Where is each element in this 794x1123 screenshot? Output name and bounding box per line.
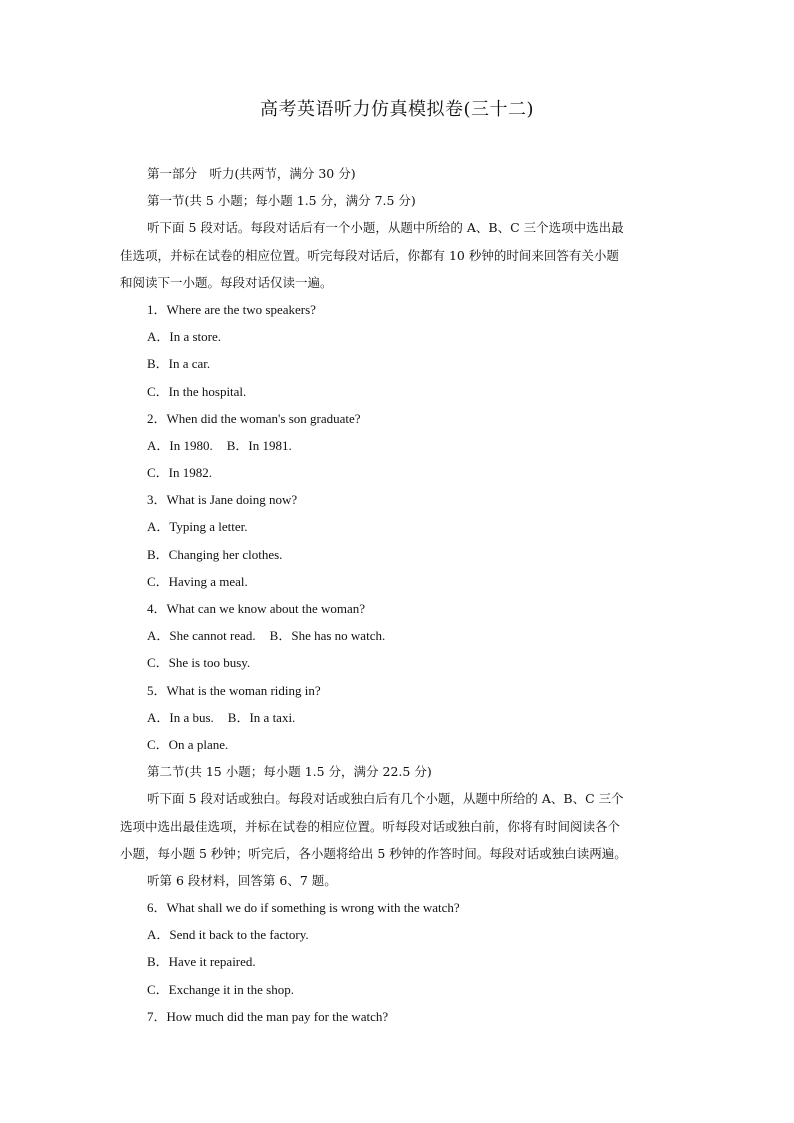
question-4: 4．What can we know about the woman? bbox=[147, 601, 366, 616]
page-title: 高考英语听力仿真模拟卷(三十二) bbox=[259, 99, 535, 120]
option-3c: C．Having a meal. bbox=[147, 573, 248, 589]
option-5b: B．In a taxi. bbox=[227, 709, 296, 725]
option-6b: B．Have it repaired. bbox=[147, 954, 256, 970]
question-2: 2．When did the woman's son graduate? bbox=[147, 410, 361, 426]
question-5: 5．What is the woman riding in? bbox=[147, 682, 321, 698]
option-6a: A．Send it back to the factory. bbox=[147, 927, 309, 943]
options-row bbox=[120, 432, 680, 459]
instructions-line: 选项中选出最佳选项，并标在试卷的相应位置。听每段对话或独白前，你将有时间阅读各个 bbox=[120, 818, 621, 834]
instructions-line: 佳选项，并标在试卷的相应位置。听完每段对话后，你都有 10 秒钟的时间来回答有关小题 bbox=[120, 247, 619, 263]
option-5c: C．On a plane. bbox=[147, 736, 229, 752]
question-7: 7．How much did the man pay for the watch? bbox=[147, 1008, 389, 1024]
instructions-line: 听下面 5 段对话。每段对话后有一个小题，从题中所给的 A、B、C 三个选项中选出最 bbox=[147, 220, 624, 236]
option-2c: C．In 1982. bbox=[147, 465, 213, 481]
option-3b: B．Changing her clothes. bbox=[147, 546, 283, 562]
question-1: 1．Where are the two speakers? bbox=[147, 301, 316, 317]
option-4b: B．She has no watch. bbox=[269, 628, 386, 644]
part-heading: 第一部分 听力(共两节，满分 30 分) bbox=[147, 166, 356, 181]
instructions-line: 小题，每小题 5 秒钟；听完后，各小题将给出 5 秒钟的作答时间。每段对话或独白读两遍。 bbox=[120, 845, 627, 861]
section-heading-1: 第一节(共 5 小题；每小题 1.5 分，满分 7.5 分) bbox=[147, 193, 416, 209]
section-heading-2: 第二节(共 15 小题；每小题 1.5 分，满分 22.5 分) bbox=[147, 764, 432, 780]
option-6c: C．Exchange it in the shop. bbox=[147, 981, 294, 997]
material-heading: 听第 6 段材料，回答第 6、7 题。 bbox=[147, 872, 337, 888]
exam-content bbox=[120, 160, 680, 1030]
option-4c: C．She is too busy. bbox=[147, 655, 251, 671]
question-6: 6．What shall we do if something is wrong with the watch? bbox=[147, 900, 460, 916]
option-1b: B．In a car. bbox=[147, 356, 211, 372]
option-2a: A．In 1980. bbox=[147, 437, 213, 453]
option-5a: A．In a bus. bbox=[147, 709, 214, 725]
question-3: 3．What is Jane doing now? bbox=[147, 492, 298, 508]
option-1a: A．In a store. bbox=[147, 329, 222, 345]
options-row bbox=[120, 622, 680, 649]
option-4a: A．She cannot read. bbox=[147, 628, 256, 644]
option-1c: C．In the hospital. bbox=[147, 383, 247, 399]
instructions-line: 听下面 5 段对话或独白。每段对话或独白后有几个小题，从题中所给的 A、B、C 三个 bbox=[147, 791, 624, 807]
option-2b: B．In 1981. bbox=[226, 437, 292, 453]
option-3a: A．Typing a letter. bbox=[147, 519, 248, 535]
instructions-line: 和阅读下一小题。每段对话仅读一遍。 bbox=[120, 274, 333, 290]
options-row bbox=[120, 704, 680, 731]
